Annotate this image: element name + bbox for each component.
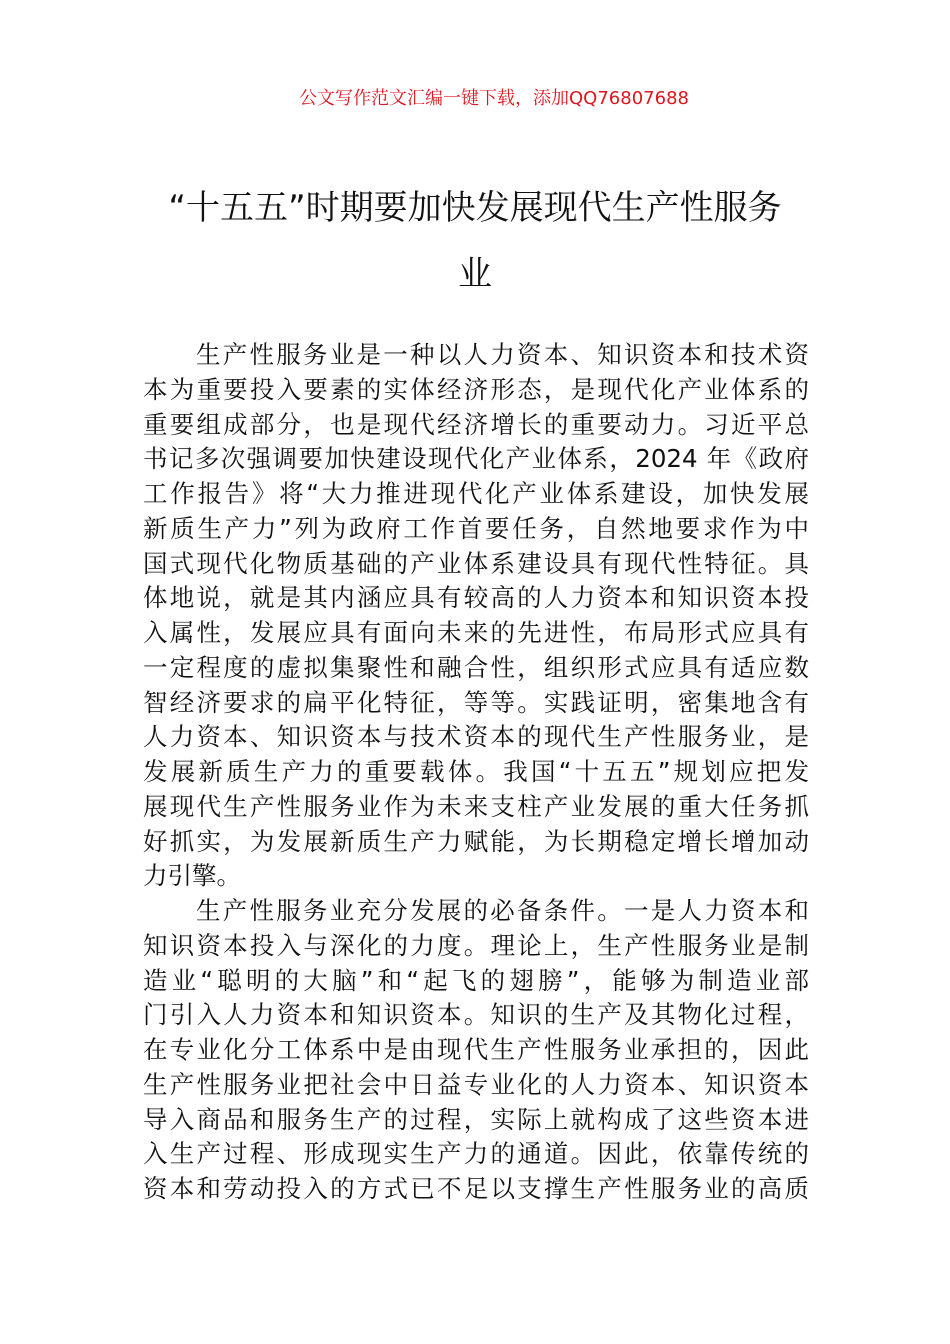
paragraph-line: 力引擎。 [143, 861, 241, 891]
paragraph-line: 一定程度的虚拟集聚性和融合性，组织形式应具有适应数 [143, 652, 809, 682]
paragraph-line: 重要组成部分，也是现代经济增长的重要动力。习近平总 [143, 409, 809, 439]
watermark-header: 公文写作范文汇编一键下载，添加QQ76807688 [299, 88, 689, 109]
paragraph-line: 发展新质生产力的重要载体。我国“十五五”规划应把发 [143, 757, 809, 786]
paragraph-line: 门引入人力资本和知识资本。知识的生产及其物化过程， [143, 1000, 809, 1030]
paragraph-line: 资本和劳动投入的方式已不足以支撑生产性服务业的高质 [143, 1174, 809, 1203]
document-title-line-1: “十五五”时期要加快发展现代生产性服务 [168, 188, 782, 228]
paragraph [143, 894, 809, 1207]
paragraph [143, 338, 809, 894]
paragraph-line: 入生产过程、形成现实生产力的通道。因此，依靠传统的 [143, 1139, 809, 1169]
paragraph-line: 国式现代化物质基础的产业体系建设具有现代性特征。具 [143, 548, 809, 578]
paragraph-line: 生产性服务业把社会中日益专业化的人力资本、知识资本 [143, 1069, 809, 1099]
paragraph-line: 工作报告》将“大力推进现代化产业体系建设，加快发展 [143, 479, 809, 508]
paragraph-line: 书记多次强调要加快建设现代化产业体系，2024 年《政府 [143, 444, 809, 474]
document-title-line-2: 业 [458, 254, 492, 294]
paragraph-line: 展现代生产性服务业作为未来支柱产业发展的重大任务抓 [143, 791, 809, 821]
document-body [143, 338, 809, 1207]
paragraph-line: 在专业化分工体系中是由现代生产性服务业承担的，因此 [143, 1035, 809, 1064]
paragraph-line: 造业“聪明的大脑”和“起飞的翅膀”，能够为制造业部 [143, 965, 809, 995]
paragraph-line: 本为重要投入要素的实体经济形态，是现代化产业体系的 [143, 374, 809, 404]
paragraph-line: 入属性，发展应具有面向未来的先进性，布局形式应具有 [143, 618, 809, 647]
paragraph-line: 人力资本、知识资本与技术资本的现代生产性服务业，是 [143, 722, 809, 752]
paragraph-line: 好抓实，为发展新质生产力赋能，为长期稳定增长增加动 [143, 826, 809, 856]
paragraph-line: 生产性服务业是一种以人力资本、知识资本和技术资 [196, 340, 809, 369]
paragraph-line: 体地说，就是其内涵应具有较高的人力资本和知识资本投 [143, 583, 809, 613]
paragraph-line: 知识资本投入与深化的力度。理论上，生产性服务业是制 [143, 930, 809, 960]
paragraph-line: 智经济要求的扁平化特征，等等。实践证明，密集地含有 [143, 687, 809, 717]
paragraph-line: 新质生产力”列为政府工作首要任务，自然地要求作为中 [143, 513, 809, 543]
paragraph-line: 生产性服务业充分发展的必备条件。一是人力资本和 [196, 896, 809, 925]
paragraph-line: 导入商品和服务生产的过程，实际上就构成了这些资本进 [143, 1104, 809, 1134]
